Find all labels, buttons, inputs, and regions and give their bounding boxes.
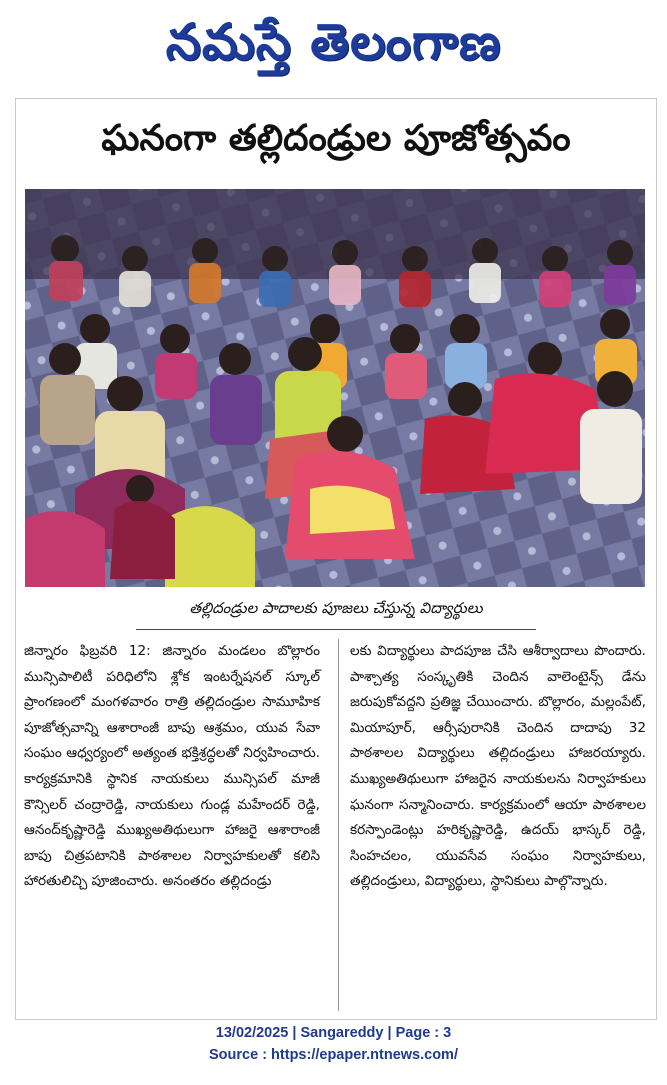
caption-rule <box>136 629 536 630</box>
footer-source-link[interactable]: Source : https://epaper.ntnews.com/ <box>209 1047 458 1063</box>
article-column-right: లకు విద్యార్థులు పాదపూజ చేసి ఆశీర్వాదాలు పొందారు. పాశ్చాత్య సంస్కృతికి చెందిన వాలెంటైన్స్ డేను జరుపుకోవద్దని ప్రతిజ్ఞ చేయించారు. బొల్లారం, మల్లంపేట్, మియాపూర్, ఆర్సీపురానికి చెందిన దాదాపు 32 పాఠశాలల విద్యార్థులు తల్లిదండ్రులు హాజరయ్యారు. ముఖ్యఅతిథులుగా హాజరైన నాయకులను నిర్వాహకులు ఘనంగా సన్మానించారు. కార్యక్రమంలో ఆయా పాఠశాలల కరస్పాండెంట్లు హరికృష్ణారెడ్డి, ఉదయ్ భాస్కర్ రెడ్డి, సింహచలం, యువసేవ సంఘం నిర్వాహకులు, తల్లిదండ్రులు, విద్యార్థులు, స్థానికులు పాల్గొన్నారు. <box>350 643 646 890</box>
event-crowd-photo <box>25 189 645 587</box>
masthead <box>0 0 667 96</box>
article-headline: ఘనంగా తల్లిదండ్రుల పూజోత్సవం <box>101 118 571 159</box>
footer-date-edition: 13/02/2025 | Sangareddy | Page : 3 <box>215 1025 452 1041</box>
article-photo <box>25 189 645 587</box>
newspaper-logo: నమస్తే తెలంగాణ <box>165 12 502 71</box>
column-divider <box>338 639 339 1011</box>
source-footer <box>0 1022 667 1066</box>
news-clipping <box>15 98 657 1020</box>
photo-caption-container <box>16 595 656 625</box>
photo-caption: తల్లిదండ్రుల పాదాలకు పూజలు చేస్తున్న విద్యార్థులు <box>189 599 483 617</box>
article-column-left: జిన్నారం ఫిబ్రవరి 12: జిన్నారం మండలం బొల్లారం మున్సిపాలిటీ పరిధిలోని శ్లోక ఇంటర్నేషనల్ స్కూల్ ప్రాంగణంలో మంగళవారం రాత్రి తల్లిదండ్రుల సామూహిక పూజోత్సవాన్ని ఆశారాంజీ బాపు ఆశ్రమం, యువ సేవా సంఘం ఆధ్వర్యంలో అత్యంత భక్తిశ్రద్ధలతో నిర్వహించారు. కార్యక్రమానికి స్థానిక నాయకులు మున్సిపల్ మాజీ కౌన్సిలర్ చంద్రారెడ్డి, నాయకులు గుండ్ల మహేందర్ రెడ్డి, ఆనంద్‌కృష్ణారెడ్డి ముఖ్యఅతిథులుగా హాజరై ఆశారాంజీ బాపు చిత్రపటానికి పాఠశాలల నిర్వాహకులతో కలిసి హారతులిచ్చి పూజించారు. అనంతరం తల్లిదండ్రు <box>24 643 320 890</box>
